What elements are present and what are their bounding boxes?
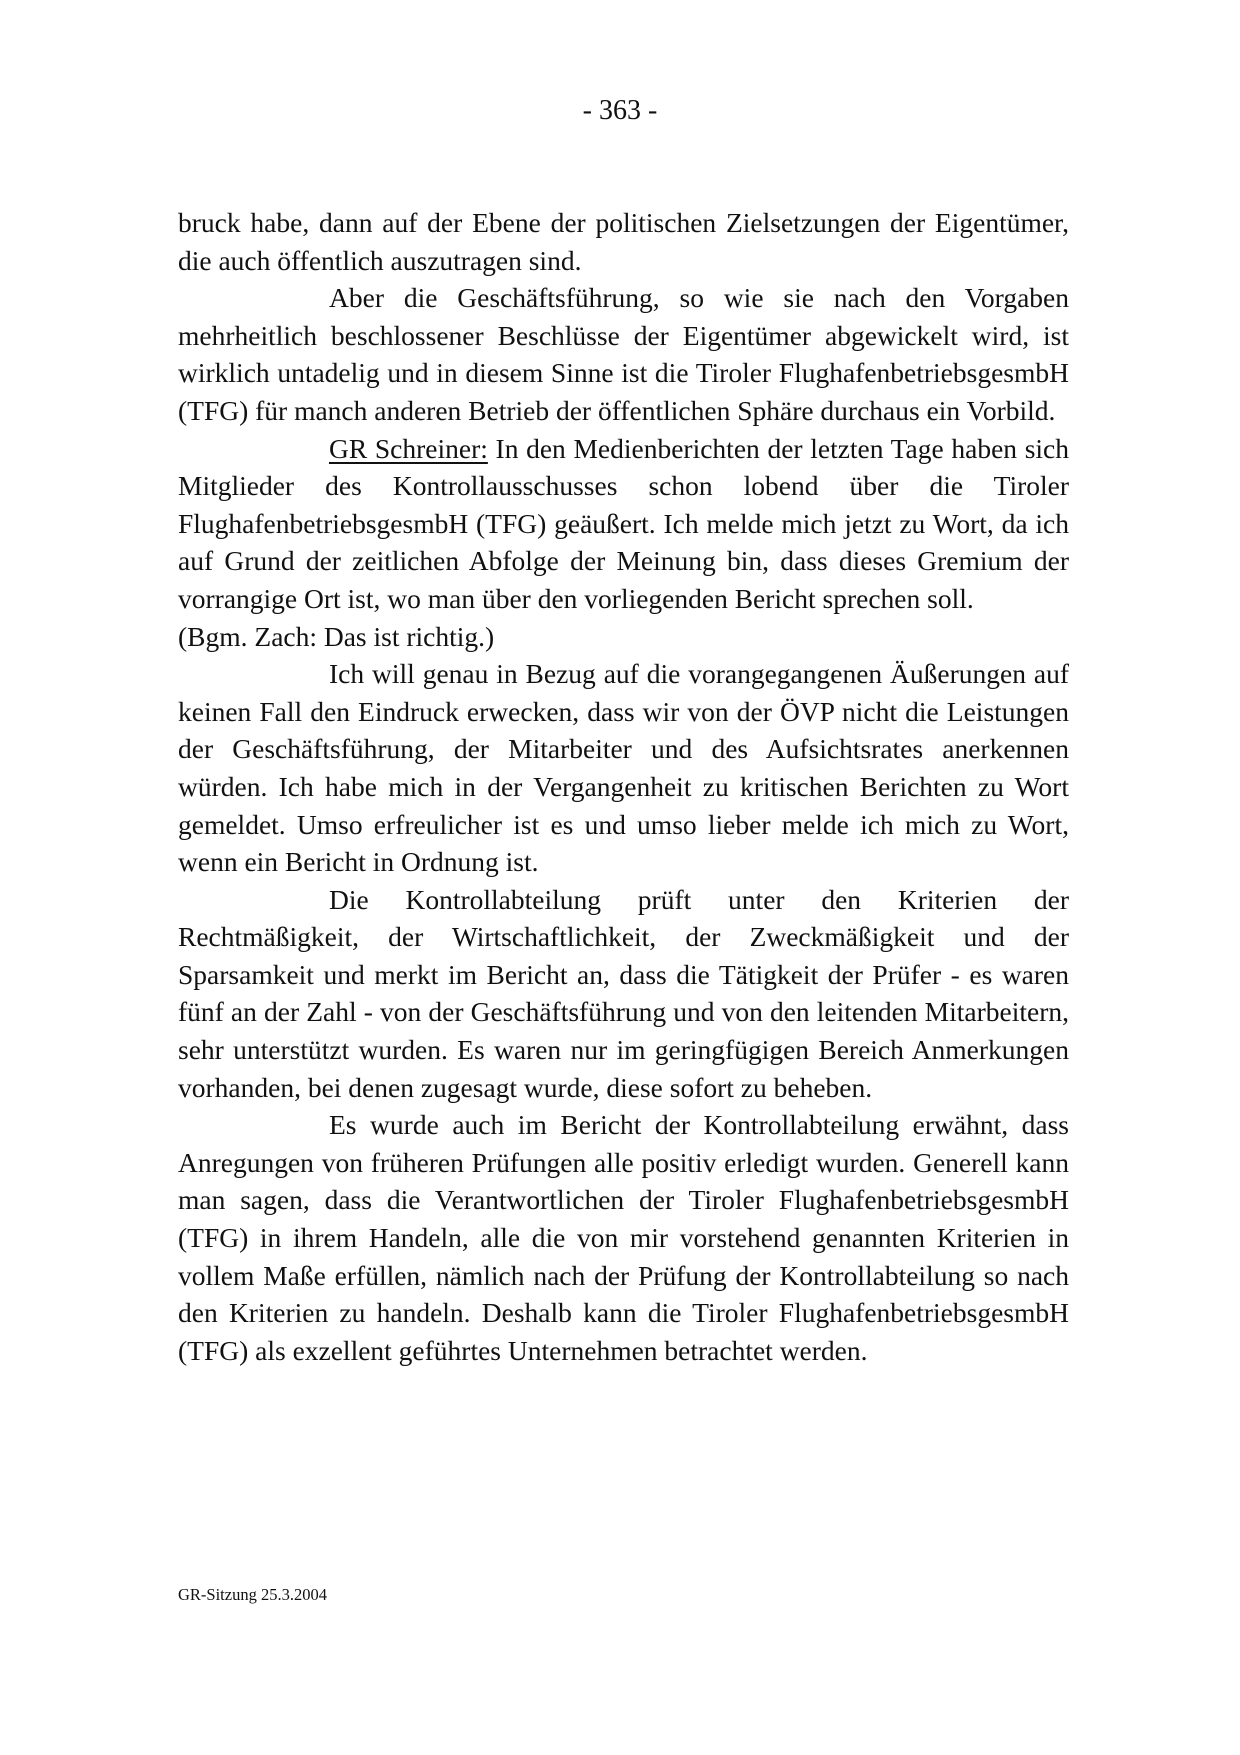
page-number: - 363 - [582,95,658,126]
interjection: (Bgm. Zach: Das ist richtig.) [178,620,495,652]
paragraph: Die Kontrollabteilung prüft unter den Kriterien der Rechtmäßigkeit, der Wirtschaftlichkeit, der Zweckmäßigkeit und der Sparsamkeit und merkt im Bericht an, dass die Tätigkeit der Prüfer - es waren fünf an der Zahl - von der Geschäftsführung und von den leitenden Mitarbeitern, sehr unterstützt wurden. Es waren nur im geringfügigen Bereich Anmerkungen vorhanden, bei denen zugesagt wurde, diese sofort zu beheben. [178,883,1069,1103]
paragraph-continuation: bruck habe, dann auf der Ebene der politischen Zielsetzungen der Eigentümer, die auch öffentlich auszutragen sind. [178,207,1069,276]
paragraph: Ich will genau in Bezug auf die vorangegangenen Äußerungen auf keinen Fall den Eindruck erwecken, dass wir von der ÖVP nicht die Leistungen der Geschäftsführung, der Mitarbeiter und des Aufsichtsrates anerkennen würden. Ich habe mich in der Vergangenheit zu kritischen Berichten zu Wort gemeldet. Umso erfreulicher ist es und umso lieber melde ich mich zu Wort, wenn ein Bericht in Ordnung ist. [178,658,1069,878]
footer-session-date: GR-Sitzung 25.3.2004 [178,1585,327,1604]
speaker-paragraph [178,430,1069,618]
document-body [178,204,1069,1369]
speaker-name: GR Schreiner: [329,432,488,464]
speaker-statement: In den Medienberichten der letzten Tage haben sich Mitglieder des Kontrollausschusses schon lobend über die Tiroler FlughafenbetriebsgesmbH (TFG) geäußert. Ich melde mich jetzt zu Wort, da ich auf Grund der zeitlichen Abfolge der Meinung bin, dass dieses Gremium der vorrangige Ort ist, wo man über den vorliegenden Bericht sprechen soll. [178,432,1069,614]
paragraph: Es wurde auch im Bericht der Kontrollabteilung erwähnt, dass Anregungen von früheren Prüfungen alle positiv erledigt wurden. Generell kann man sagen, dass die Verantwortlichen der Tiroler FlughafenbetriebsgesmbH (TFG) in ihrem Handeln, alle die von mir vorstehend genannten Kriterien in vollem Maße erfüllen, nämlich nach der Prüfung der Kontrollabteilung so nach den Kriterien zu handeln. Deshalb kann die Tiroler FlughafenbetriebsgesmbH (TFG) als exzellent geführtes Unternehmen betrachtet werden. [178,1109,1069,1366]
paragraph: Aber die Geschäftsführung, so wie sie nach den Vorgaben mehrheitlich beschlossener Beschlüsse der Eigentümer abgewickelt wird, ist wirklich untadelig und in diesem Sinne ist die Tiroler FlughafenbetriebsgesmbH (TFG) für manch anderen Betrieb der öffentlichen Sphäre durchaus ein Vorbild. [178,282,1069,426]
